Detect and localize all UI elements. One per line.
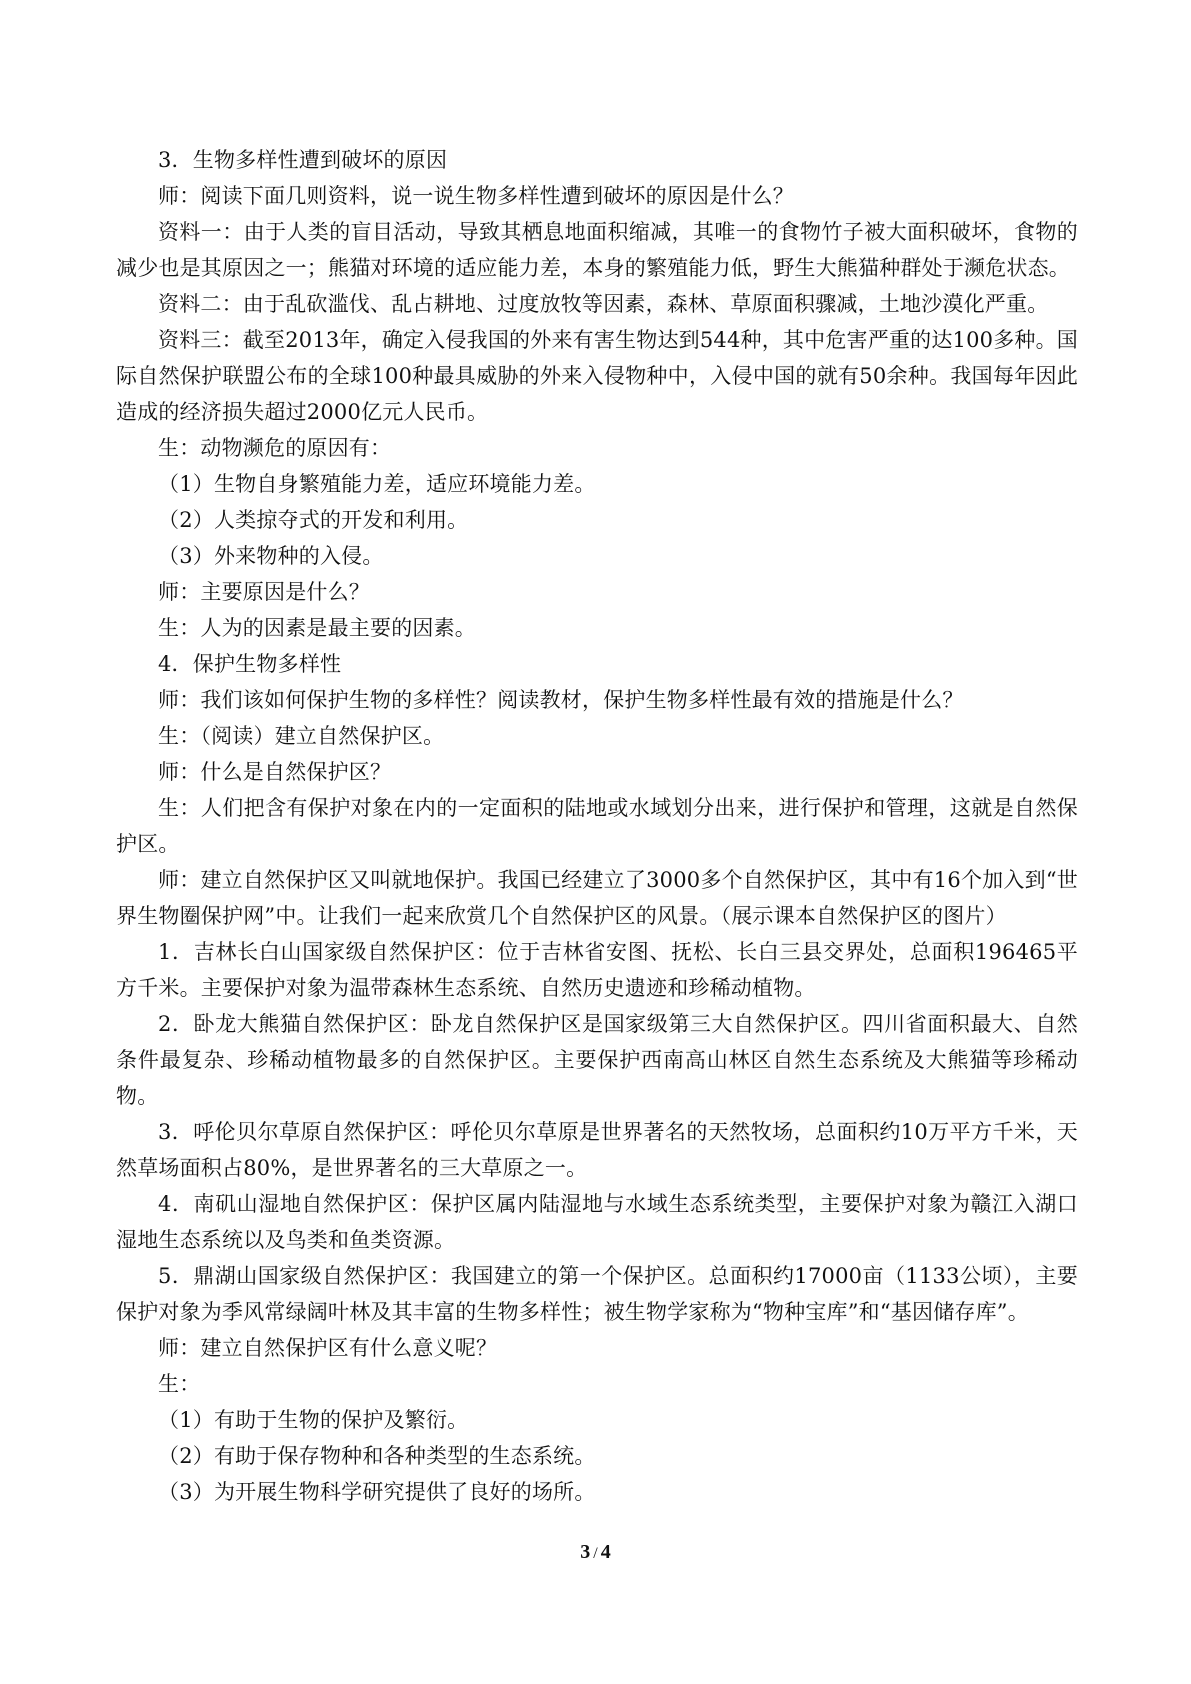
document-body: [116, 142, 1078, 1510]
section-heading-causes: 3．生物多样性遭到破坏的原因: [158, 148, 448, 172]
list-item: （2）人类掠夺式的开发和利用。: [158, 508, 469, 532]
page-number: [0, 1540, 1191, 1566]
teacher-question: 师：主要原因是什么？: [158, 580, 370, 604]
list-item: （3）为开展生物科学研究提供了良好的场所。: [158, 1480, 596, 1504]
list-item: （1）生物自身繁殖能力差，适应环境能力差。: [158, 472, 596, 496]
reserve-item: 3．呼伦贝尔草原自然保护区：呼伦贝尔草原是世界著名的天然牧场，总面积约10万平方千米，天然草场面积占80%，是世界著名的三大草原之一。: [116, 1120, 1078, 1180]
teacher-question: 师：阅读下面几则资料，说一说生物多样性遭到破坏的原因是什么？: [158, 184, 794, 208]
student-answer: 生：人为的因素是最主要的因素。: [158, 616, 476, 640]
reserve-item: 1．吉林长白山国家级自然保护区：位于吉林省安图、抚松、长白三县交界处，总面积196465平方千米。主要保护对象为温带森林生态系统、自然历史遗迹和珍稀动植物。: [116, 940, 1078, 1000]
student-answer: 生：（阅读）建立自然保护区。: [158, 724, 445, 748]
student-answer: 生：人们把含有保护对象在内的一定面积的陆地或水域划分出来，进行保护和管理，这就是自然保护区。: [116, 796, 1078, 856]
page-separator: /: [593, 1545, 598, 1562]
teacher-question: 师：我们该如何保护生物的多样性？阅读教材，保护生物多样性最有效的措施是什么？: [158, 688, 964, 712]
list-item: （1）有助于生物的保护及繁衍。: [158, 1408, 469, 1432]
teacher-question: 师：什么是自然保护区？: [158, 760, 392, 784]
material-two: 资料二：由于乱砍滥伐、乱占耕地、过度放牧等因素，森林、草原面积骤减，土地沙漠化严重。: [158, 292, 1049, 316]
section-heading-protection: 4．保护生物多样性: [158, 652, 342, 676]
list-item: （3）外来物种的入侵。: [158, 544, 384, 568]
reserve-item: 5．鼎湖山国家级自然保护区：我国建立的第一个保护区。总面积约17000亩（1133公顷），主要保护对象为季风常绿阔叶林及其丰富的生物多样性；被生物学家称为“物种宝库”和“基因储存库”。: [116, 1264, 1078, 1324]
total-pages-number: 4: [600, 1541, 611, 1563]
current-page-number: 3: [580, 1541, 591, 1563]
reserve-item: 2．卧龙大熊猫自然保护区：卧龙自然保护区是国家级第三大自然保护区。四川省面积最大、自然条件最复杂、珍稀动植物最多的自然保护区。主要保护西南高山林区自然生态系统及大熊猫等珍稀动物。: [116, 1012, 1078, 1108]
student-answer-intro: 生：动物濒危的原因有：: [158, 436, 392, 460]
reserve-item: 4．南矶山湿地自然保护区：保护区属内陆湿地与水域生态系统类型，主要保护对象为赣江入湖口湿地生态系统以及鸟类和鱼类资源。: [116, 1192, 1078, 1252]
material-one: 资料一：由于人类的盲目活动，导致其栖息地面积缩减，其唯一的食物竹子被大面积破坏，食物的减少也是其原因之一；熊猫对环境的适应能力差，本身的繁殖能力低，野生大熊猫种群处于濒危状态。: [116, 220, 1078, 280]
student-answer: 生：: [158, 1372, 201, 1396]
teacher-statement: 师：建立自然保护区又叫就地保护。我国已经建立了3000多个自然保护区，其中有16个加入到“世界生物圈保护网”中。让我们一起来欣赏几个自然保护区的风景。（展示课本自然保护区的图片）: [116, 868, 1078, 928]
list-item: （2）有助于保存物种和各种类型的生态系统。: [158, 1444, 596, 1468]
teacher-question: 师：建立自然保护区有什么意义呢？: [158, 1336, 498, 1360]
material-three: 资料三：截至2013年，确定入侵我国的外来有害生物达到544种，其中危害严重的达100多种。国际自然保护联盟公布的全球100种最具威胁的外来入侵物种中，入侵中国的就有50余种。我国每年因此造成的经济损失超过2000亿元人民币。: [116, 328, 1079, 424]
